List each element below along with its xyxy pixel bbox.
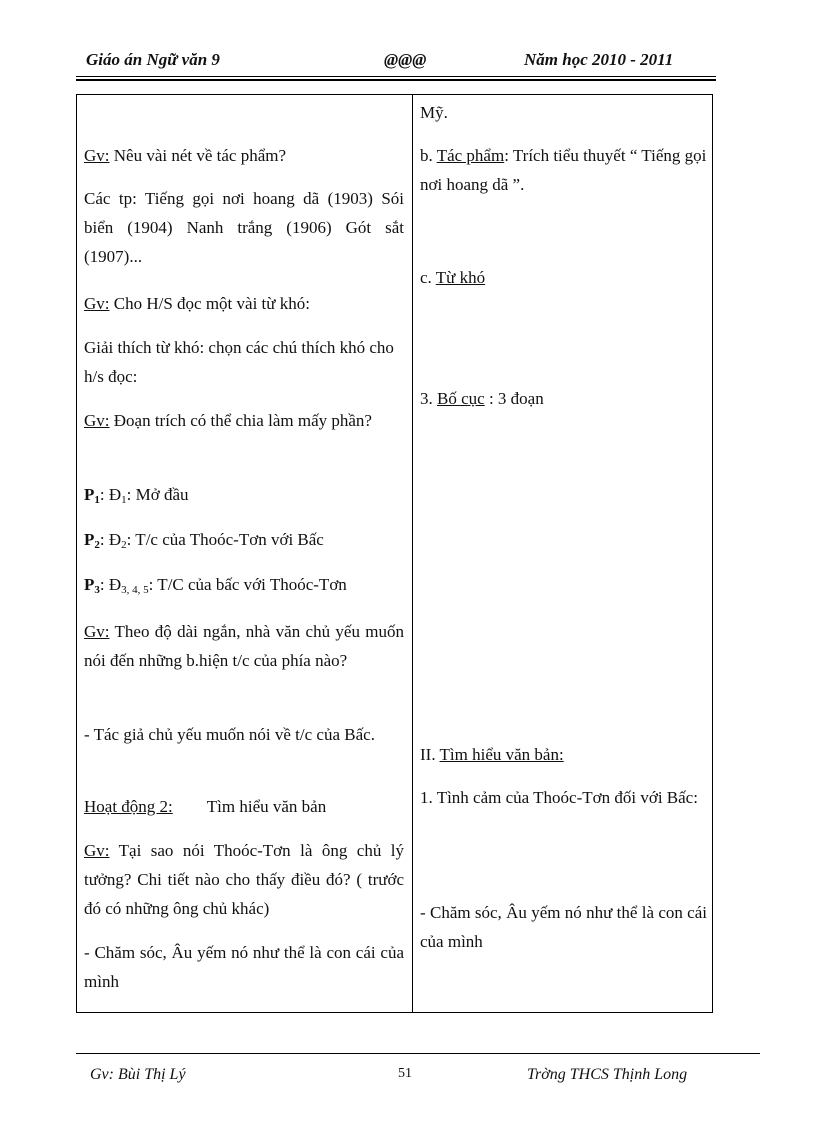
teacher-question-parts: Gv: Đoạn trích có thể chia làm mấy phần? bbox=[84, 411, 372, 430]
part-3: $P_3$: $Đ_{3, 4, 5}$: T/C của bấc với Thoóc-Tơn bbox=[84, 575, 347, 596]
text-my: Mỹ. bbox=[420, 103, 448, 122]
page-number: 51 bbox=[398, 1066, 412, 1081]
footer-rule bbox=[76, 1053, 760, 1054]
part-1: $P_1$: $Đ_1$: Mở đầu bbox=[84, 485, 189, 506]
explain-words: Giải thích từ khó: chọn các chú thích khó cho h/s đọc: bbox=[84, 338, 394, 386]
section-work: b. Tác phẩm: Trích tiểu thuyết “ Tiếng gọi nơi hoang dã ”. bbox=[420, 146, 707, 194]
answer-care: - Chăm sóc, Âu yếm nó như thể là con cái của mình bbox=[84, 943, 404, 991]
header-subject: Giáo án Ngữ văn 9 bbox=[86, 50, 220, 69]
header-rule-thick bbox=[76, 79, 716, 81]
column-divider bbox=[412, 95, 413, 1012]
item-feelings-answer: - Chăm sóc, Âu yếm nó như thể là con cái của mình bbox=[420, 903, 707, 951]
part-2: $P_2$: $Đ_2$: T/c của Thoóc-Tơn với Bấc bbox=[84, 530, 324, 551]
item-feelings: 1. Tình cảm của Thoóc-Tơn đối với Bấc: bbox=[420, 788, 698, 807]
answer-focus: - Tác giả chủ yếu muốn nói về t/c của Bấc. bbox=[84, 725, 375, 744]
section-explore-text: II. Tìm hiểu văn bản: bbox=[420, 745, 564, 764]
teacher-question-work: Gv: Nêu vài nét về tác phẩm? bbox=[84, 146, 287, 165]
footer-teacher: Gv: Bùi Thị Lý bbox=[90, 1066, 186, 1083]
section-difficult-words: c. Từ khó bbox=[420, 268, 486, 287]
header-separator: @@@ bbox=[384, 50, 427, 69]
footer-school: Trờng THCS Thịnh Long bbox=[527, 1066, 688, 1083]
header-rule bbox=[76, 76, 716, 77]
header-school-year: Năm học 2010 - 2011 bbox=[524, 50, 674, 69]
section-layout: 3. Bố cục : 3 đoạn bbox=[420, 389, 544, 408]
activity-2: Hoạt động 2: Tìm hiểu văn bản bbox=[84, 797, 327, 816]
teacher-question-focus: Gv: Theo độ dài ngắn, nhà văn chủ yếu muốn nói đến những b.hiện t/c của phía nào? bbox=[84, 622, 404, 670]
works-list: Các tp: Tiếng gọi nơi hoang dã (1903) Sói biển (1904) Nanh trắng (1906) Gót sắt (1907)... bbox=[84, 189, 404, 266]
teacher-question-ideal-owner: Gv: Tại sao nói Thoóc-Tơn là ông chủ lý tưởng? Chi tiết nào cho thấy điều đó? ( trước đó có những ông chủ khác) bbox=[84, 841, 404, 918]
teacher-instruction-words: Gv: Cho H/S đọc một vài từ khó: bbox=[84, 294, 310, 313]
lesson-table bbox=[76, 94, 713, 1013]
